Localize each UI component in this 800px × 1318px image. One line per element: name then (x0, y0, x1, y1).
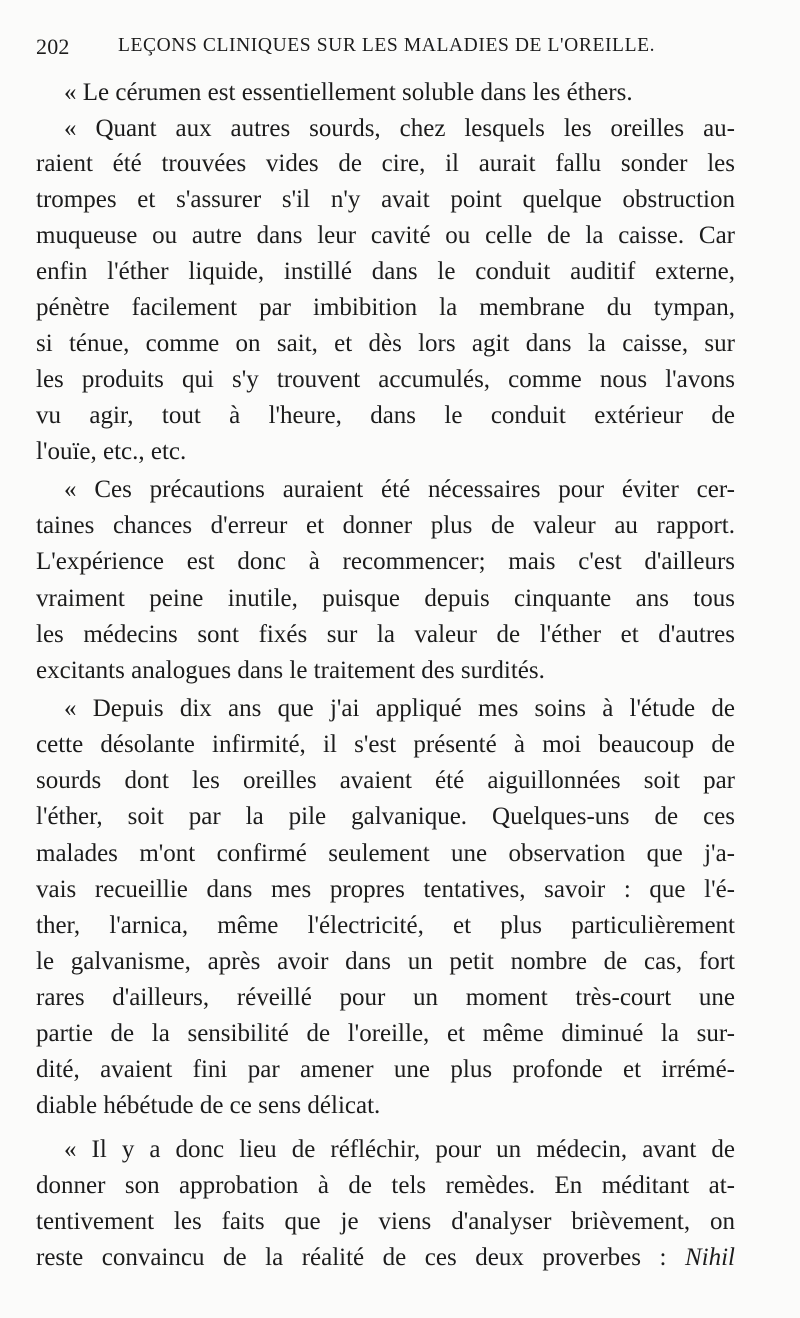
text-line-final (36, 1241, 735, 1275)
text-line-final-roman: reste convaincu de la réalité de ces deux proverbes : (36, 1244, 685, 1271)
text-line: partie de la sensibilité de l'oreille, et même diminué la sur- (36, 1020, 735, 1047)
text-line: « Le cérumen est essentiellement soluble dans les éthers. (64, 79, 633, 106)
text-line: cette désolante infirmité, il s'est présenté à moi beaucoup de (36, 731, 735, 758)
text-line: diable hébétude de ce sens délicat. (36, 1092, 381, 1119)
text-line: sourds dont les oreilles avaient été aiguillonnées soit par (36, 767, 735, 794)
text-line: enfin l'éther liquide, instillé dans le conduit auditif externe, (36, 258, 735, 285)
text-line: les produits qui s'y trouvent accumulés, comme nous l'avons (36, 366, 735, 393)
text-line: si ténue, comme on sait, et dès lors agit dans la caisse, sur (36, 330, 735, 357)
text-line: « Ces précautions auraient été nécessaires pour éviter cer- (64, 476, 735, 503)
text-line: vraiment peine inutile, puisque depuis cinquante ans tous (36, 585, 735, 612)
text-line: le galvanisme, après avoir dans un petit nombre de cas, fort (36, 948, 735, 975)
running-title: LEÇONS CLINIQUES SUR LES MALADIES DE L'OREILLE. (118, 35, 656, 56)
text-line: L'expérience est donc à recommencer; mais c'est d'ailleurs (36, 548, 735, 575)
text-line: tentivement les faits que je viens d'analyser brièvement, on (36, 1208, 735, 1235)
text-line: « Depuis dix ans que j'ai appliqué mes soins à l'étude de (64, 695, 735, 722)
text-line: raient été trouvées vides de cire, il aurait fallu sonder les (36, 150, 735, 177)
page-number: 202 (36, 34, 70, 59)
text-line: excitants analogues dans le traitement des surdités. (36, 657, 545, 684)
text-line: l'éther, soit par la pile galvanique. Quelques-uns de ces (36, 803, 735, 830)
text-line: malades m'ont confirmé seulement une observation que j'a- (36, 840, 735, 867)
text-line: muqueuse ou autre dans leur cavité ou celle de la caisse. Car (36, 222, 735, 249)
text-line: vais recueillie dans mes propres tentatives, savoir : que l'é- (36, 876, 735, 903)
text-line: vu agir, tout à l'heure, dans le conduit extérieur de (36, 402, 735, 429)
text-line: les médecins sont fixés sur la valeur de l'éther et d'autres (36, 621, 735, 648)
italic-word: Nihil (684, 1244, 735, 1271)
text-line: trompes et s'assurer s'il n'y avait point quelque obstruction (36, 186, 735, 213)
text-line: ther, l'arnica, même l'électricité, et plus particulièrement (36, 912, 735, 939)
text-line: rares d'ailleurs, réveillé pour un moment très-court une (36, 984, 735, 1011)
text-line: l'ouïe, etc., etc. (36, 438, 187, 465)
text-line: taines chances d'erreur et donner plus de valeur au rapport. (36, 512, 735, 539)
text-line: dité, avaient fini par amener une plus profonde et irrémé- (36, 1056, 735, 1083)
text-line: « Il y a donc lieu de réfléchir, pour un médecin, avant de (64, 1136, 735, 1163)
text-line: « Quant aux autres sourds, chez lesquels les oreilles au- (64, 115, 735, 142)
text-line: pénètre facilement par imbibition la membrane du tympan, (36, 294, 735, 321)
page-header (36, 34, 736, 64)
text-line: donner son approbation à de tels remèdes. En méditant at- (36, 1172, 735, 1199)
